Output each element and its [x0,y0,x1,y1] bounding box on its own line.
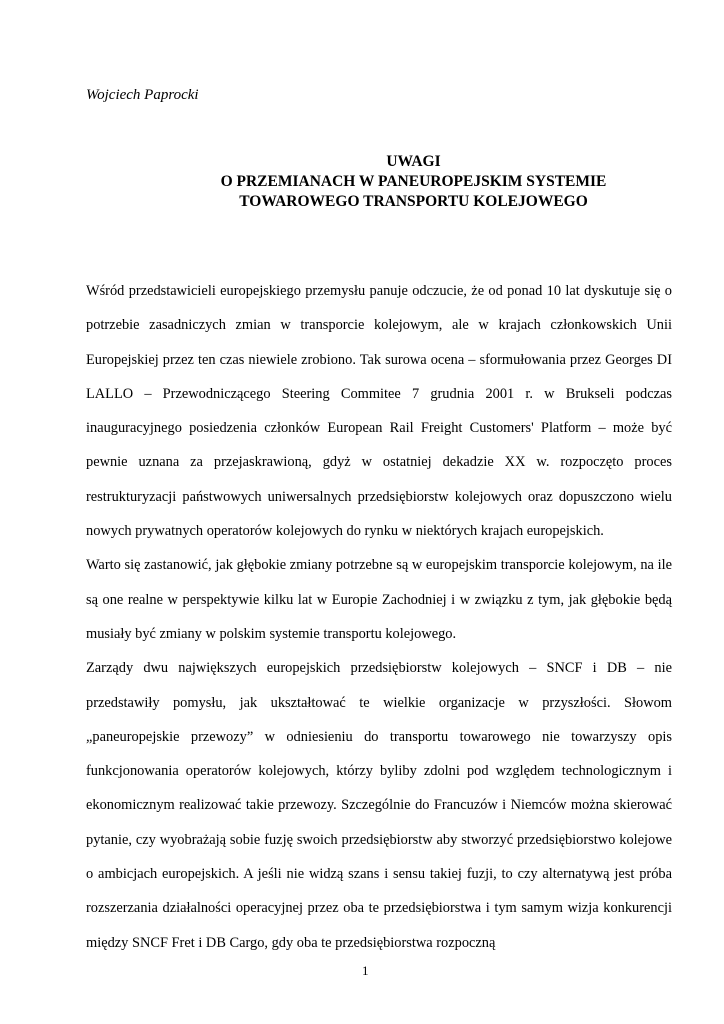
author-name: Wojciech Paprocki [86,87,199,103]
page-number: 1 [362,963,369,978]
paragraph: Zarządy dwu największych europejskich przedsiębiorstw kolejowych – SNCF i DB – nie przedstawiły pomysłu, jak ukształtować te wielkie organizacje w przyszłości. Słowom „paneuropejskie przewozy” w odniesieniu do transportu towarowego nie towarzyszy opis funkcjonowania operatorów kolejowych, którzy byliby zdolni pod względem technologicznym i ekonomicznym realizować takie przewozy. Szczególnie do Francuzów i Niemców można skierować pytanie, czy wyobrażają sobie fuzję swoich przedsiębiorstw aby stworzyć przedsiębiorstwo kolejowe o ambicjach europejskich. A jeśli nie widzą szans i sensu takiej fuzji, to czy alternatywą jest próba rozszerzania działalności operacyjnej przez oba te przedsiębiorstwa i tym samym wizja konkurencji między SNCF Fret i DB Cargo, gdy oba te przedsiębiorstwa rozpoczną [86,660,672,951]
document-title [86,152,673,212]
body-text [86,274,672,960]
paragraph: Wśród przedstawicieli europejskiego przemysłu panuje odczucie, że od ponad 10 lat dyskutuje się o potrzebie zasadniczych zmian w transporcie kolejowym, ale w krajach członkowskich Unii Europejskiej przez ten czas niewiele zrobiono. Tak surowa ocena – sformułowania przez Georges DI LALLO – Przewodniczącego Steering Commitee 7 grudnia 2001 r. w Brukseli podczas inauguracyjnego posiedzenia członków European Rail Freight Customers' Platform – może być pewnie uznana za przejaskrawioną, gdyż w ostatniej dekadzie XX w. rozpoczęto proces restrukturyzacji państwowych uniwersalnych przedsiębiorstw kolejowych oraz dopuszczono wielu nowych prywatnych operatorów kolejowych do rynku w niektórych krajach europejskich. [86,283,672,540]
paragraph: Warto się zastanowić, jak głębokie zmiany potrzebne są w europejskim transporcie kolejowym, na ile są one realne w perspektywie kilku lat w Europie Zachodniej i w związku z tym, jak głębokie będą musiały być zmiany w polskim systemie transportu kolejowego. [86,557,672,642]
title-line: UWAGI [386,153,441,170]
title-line: O PRZEMIANACH W PANEUROPEJSKIM SYSTEMIE [220,173,607,190]
title-line: TOWAROWEGO TRANSPORTU KOLEJOWEGO [239,193,588,210]
